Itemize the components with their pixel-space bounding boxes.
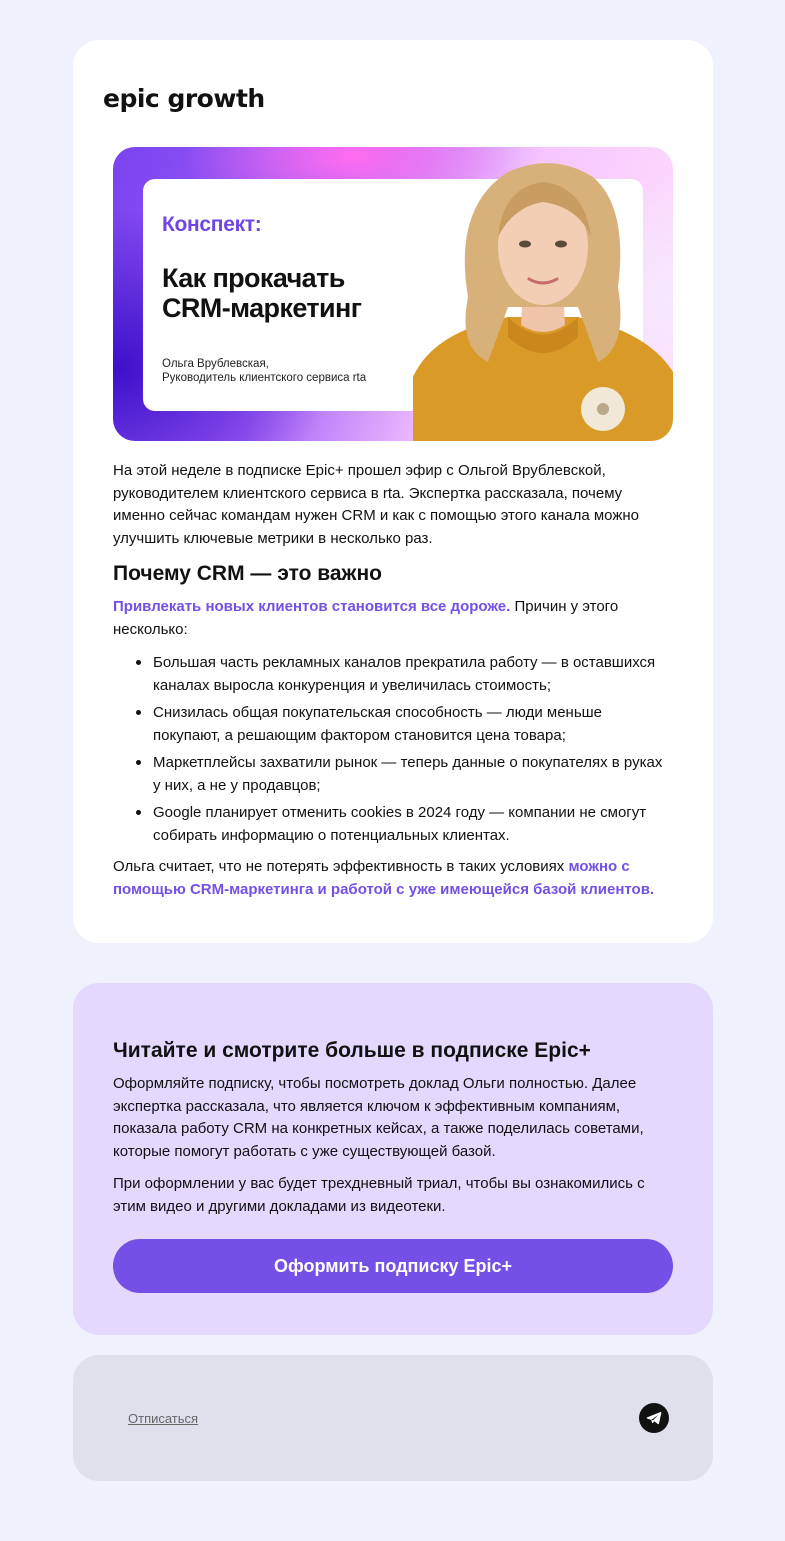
subscribe-button[interactable]: Оформить подписку Epic+ — [113, 1239, 673, 1293]
section-heading: Почему CRM — это важно — [113, 562, 382, 585]
intro-paragraph: На этой неделе в подписке Epic+ прошел эфир с Ольгой Врублевской, руководителем клиентского сервиса в rta. Экспертка рассказала, почему именно сейчас командам нужен CRM и как с помощью этого канала можно улучшить ключевые метрики в несколько раз. — [113, 462, 640, 547]
section-lead — [113, 596, 673, 641]
list-item: Снизилась общая покупательская способность — люди меньше покупают, а решающим фактором становится цена товара; — [113, 701, 673, 747]
banner-author-role: Руководитель клиентского сервиса rta — [162, 372, 367, 384]
conclusion-accent: можно с помощью CRM-маркетинга и работой с уже имеющейся базой клиентов. — [113, 858, 655, 898]
banner-title-line: CRM-маркетинг — [162, 293, 362, 323]
list-item: Маркетплейсы захватили рынок — теперь данные о покупателях в руках у них, а не у продавцов; — [113, 751, 673, 797]
banner-author-name: Ольга Врублевская, — [162, 358, 269, 370]
section-lead-accent: Привлекать новых клиентов становится все дороже. — [113, 598, 511, 615]
banner-title-line: Как прокачать — [162, 263, 345, 293]
promo-paragraph-1: Оформляйте подписку, чтобы посмотреть доклад Ольги полностью. Далее экспертка рассказала, что является ключом к эффективным компаниям, показала работу CRM на конкретных кейсах, а также поделилась советами, которые помогут работать с уже существующей базой. — [113, 1075, 644, 1160]
telegram-icon-glyph — [639, 1403, 669, 1433]
speaker-portrait — [413, 147, 673, 441]
unsubscribe-link[interactable]: Отписаться — [128, 1411, 199, 1426]
section-lead-rest: Причин у этого несколько: — [113, 598, 619, 638]
footer-card — [73, 1355, 713, 1481]
telegram-icon[interactable] — [639, 1403, 669, 1433]
banner-kicker: Конспект: — [162, 213, 262, 236]
reasons-list — [113, 651, 673, 851]
promo-heading: Читайте и смотрите больше в подписке Epic+ — [113, 1039, 591, 1062]
hero-banner[interactable] — [113, 147, 673, 441]
banner-author — [162, 357, 422, 385]
brand-logo[interactable]: epic growth — [103, 84, 265, 113]
banner-title — [162, 263, 422, 323]
promo-paragraph-2: При оформлении у вас будет трехдневный триал, чтобы вы ознакомились с этим видео и другими докладами из видеотеки. — [113, 1175, 645, 1215]
conclusion-paragraph — [113, 856, 673, 901]
article-card — [73, 40, 713, 943]
conclusion-plain: Ольга считает, что не потерять эффективность в таких условиях — [113, 858, 569, 875]
list-item: Большая часть рекламных каналов прекратила работу — в оставшихся каналах выросла конкуренция и увеличилась стоимость; — [113, 651, 673, 697]
subscription-promo-card — [73, 983, 713, 1335]
list-item: Google планирует отменить cookies в 2024 году — компании не смогут собирать информацию о потенциальных клиентах. — [113, 801, 673, 847]
